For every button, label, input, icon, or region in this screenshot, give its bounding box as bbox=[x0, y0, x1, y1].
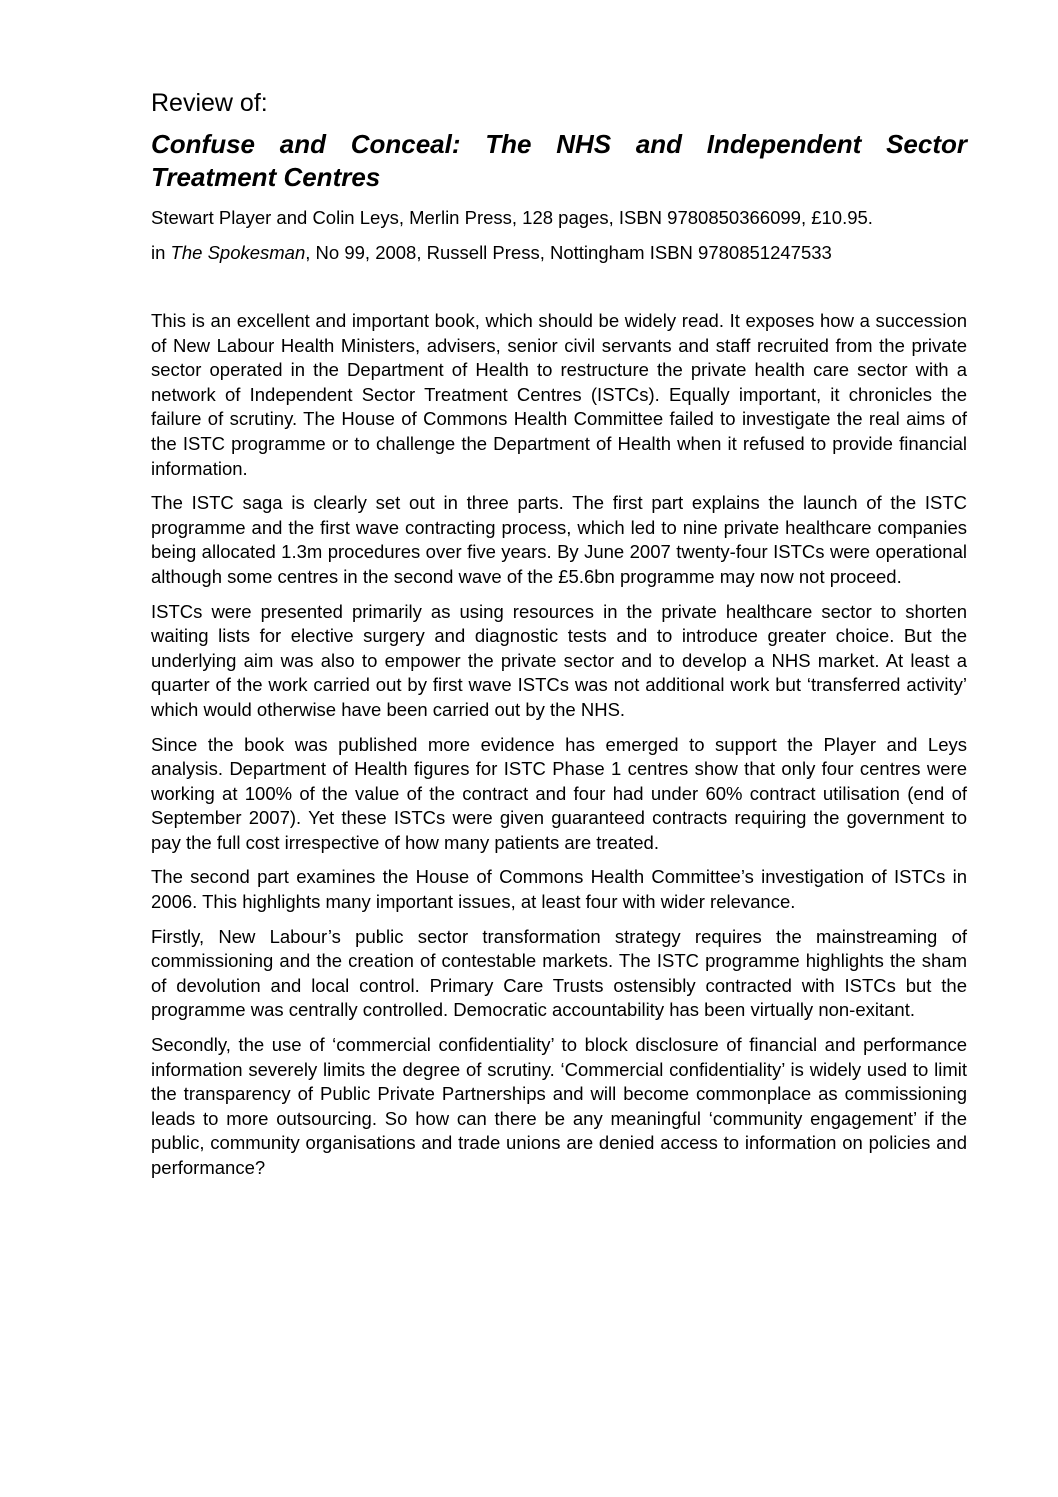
paragraph-3: ISTCs were presented primarily as using resources in the private healthcare sector to shorten waiting lists for elective surgery and diagnostic tests and to introduce greater choice. But the underlying aim was also to empower the private sector and to develop a NHS market. At least a quarter of the work carried out by first wave ISTCs was not additional work but ‘transferred activity’ which would otherwise have been carried out by the NHS. bbox=[151, 600, 967, 720]
document-page bbox=[151, 86, 967, 1191]
review-body bbox=[151, 309, 967, 1181]
paragraph-5: The second part examines the House of Commons Health Committee’s investigation of ISTCs in 2006. This highlights many important issues, at least four with wider relevance. bbox=[151, 866, 967, 913]
paragraph-2: The ISTC saga is clearly set out in three parts. The first part explains the launch of the ISTC programme and the first wave contracting process, which led to nine private healthcare companies being allocated 1.3m procedures over five years. By June 2007 twenty-four ISTCs were operational although some centres in the second wave of the £5.6bn programme may now not proceed. bbox=[151, 492, 967, 587]
publication-suffix: , No 99, 2008, Russell Press, Nottingham ISBN 9780851247533 bbox=[305, 241, 832, 263]
review-of-heading: Review of: bbox=[151, 89, 268, 117]
publication-prefix: in bbox=[151, 241, 171, 263]
journal-name: The Spokesman bbox=[170, 241, 306, 263]
paragraph-4: Since the book was published more evidence has emerged to support the Player and Leys analysis. Department of Health figures for ISTC Phase 1 centres show that only four centres were working at 100% of the value of the contract and four had under 60% contract utilisation (end of September 2007). Yet these ISTCs were given guaranteed contracts requiring the government to pay the full cost irrespective of how many patients are treated. bbox=[151, 733, 967, 853]
paragraph-6: Firstly, New Labour’s public sector transformation strategy requires the mainstreaming of commissioning and the creation of contestable markets. The ISTC programme highlights the sham of devolution and local control. Primary Care Trusts ostensibly contracted with ISTCs but the programme was centrally controlled. Democratic accountability has been virtually non-exitant. bbox=[151, 925, 967, 1021]
paragraph-7: Secondly, the use of ‘commercial confidentiality’ to block disclosure of financial and performance information severely limits the degree of scrutiny. ‘Commercial confidentiality’ is widely used to limit the transparency of Public Private Partnerships and will become commonplace as commissioning leads to more outsourcing. So how can there be any meaningful ‘community engagement’ if the public, community organisations and trade unions are denied access to information on policies and performance? bbox=[151, 1034, 967, 1178]
book-details: Stewart Player and Colin Leys, Merlin Press, 128 pages, ISBN 9780850366099, £10.95. bbox=[151, 207, 873, 228]
book-title: Confuse and Conceal: The NHS and Independent Sector Treatment Centres bbox=[151, 129, 967, 192]
paragraph-1: This is an excellent and important book, which should be widely read. It exposes how a succession of New Labour Health Ministers, advisers, senior civil servants and staff recruited from the private sector operated in the Department of Health to restructure the private health care sector with a network of Independent Sector Treatment Centres (ISTCs). Equally important, it chronicles the failure of scrutiny. The House of Commons Health Committee failed to investigate the real aims of the ISTC programme or to challenge the Department of Health when it refused to provide financial information. bbox=[151, 310, 967, 479]
publication-info bbox=[151, 241, 967, 266]
